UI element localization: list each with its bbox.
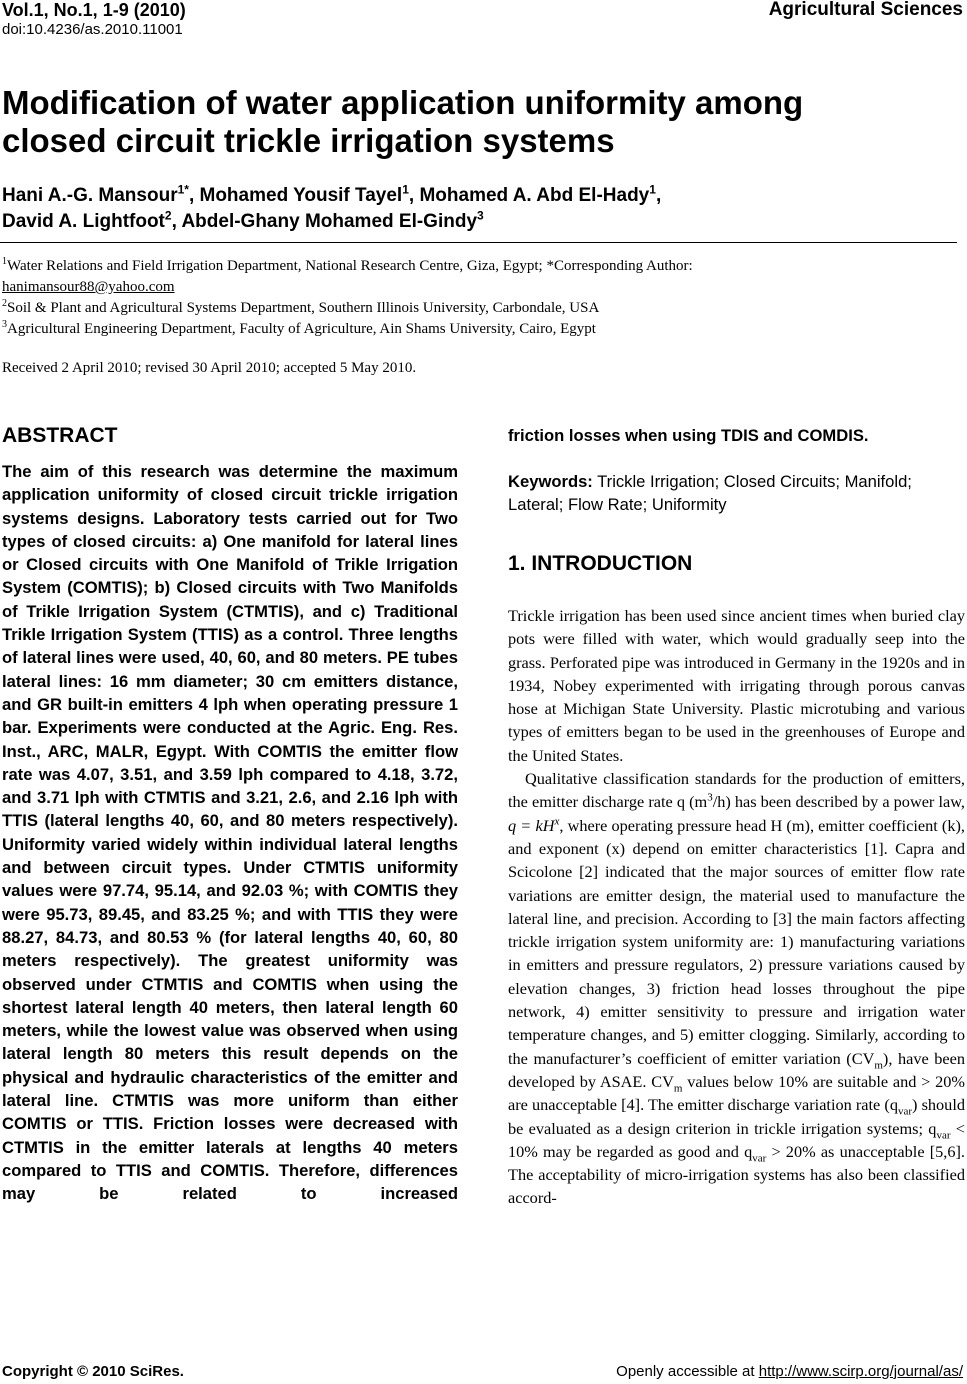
affiliation-2 [2, 298, 952, 319]
affiliation-2-text: Soil & Plant and Agricultural Systems Department, Southern Illinois University, Carbondale, USA [7, 300, 600, 316]
affiliation-1-number: 1 [2, 256, 7, 267]
paper-title [2, 84, 952, 160]
keywords-text: Trickle Irrigation; Closed Circuits; Manifold; Lateral; Flow Rate; Uniformity [508, 472, 912, 514]
power-law-equation: $q = kH^x$ [508, 815, 560, 835]
intro-paragraph-2: Qualitative classification standards for the production of emitters, the emitter discharge rate q $(m^3/h)$ has been described by a power law, $q = kH^x$, where operating pressure head H (m), emitter coefficient (k), and exponent (x) depend on emitter characteristics [1]. Capra and Scicolone [2] indicated that the major sources of emitter flow rate variations are emitter design, the material used to manufacture the lateral line, and precision. According to [3] the main factors affecting trickle irrigation system uniformity are: 1) manufacturing variations in emitters and pressure regulators, 2) pressure variations caused by elevation changes, 3) friction head losses throughout the pipe network, 4) emitter sensitivity to pressure and irrigation water temperature changes, and 5) emitter clogging. Similarly, according to the manufacturer’s coefficient of emitter variation $(CV_m)$, have been developed by ASAE. $CV_m$ values below 10% are suitable and > 20% are unacceptable [4]. The emitter discharge variation rate $(q_{var})$ should be evaluated as a design criterion in trickle irrigation systems; $q_{var} < 10\%$ may be regarded as good and $q_{var} > 20\%$ as unacceptable [5,6]. The acceptability of micro-irrigation systems has also been classified accord- [508, 769, 965, 1208]
author-3: Mohamed A. Abd El-Hady [419, 185, 650, 206]
affiliation-1-text: Water Relations and Field Irrigation Department, National Research Centre, Giza, Egypt; *Corresponding Author: [7, 258, 693, 274]
keywords [508, 470, 958, 516]
authors-line-1: Hani A.-G. Mansour$^{1*}$, Mohamed Yousif Tayel$^1$, Mohamed A. Abd El-Hady$^1$, [2, 182, 662, 206]
open-access-note [616, 1363, 963, 1381]
author-5-affil: 3 [477, 208, 484, 223]
introduction-heading: 1. INTRODUCTION [508, 552, 693, 575]
author-1-affil: 1* [177, 182, 189, 197]
title-line-1: Modification of water application uniformity among [2, 84, 804, 121]
intro-paragraph-1: Trickle irrigation has been used since ancient times when buried clay pots were filled with water, which would gradually seep into the grass. Perforated pipe was introduced in Germany in the 1920s and in 1934, Nobey experimented with irrigating through porous canvas hose at Michigan State University. Plastic microtubing and various types of emitters began to be used in the greenhouses of Europe and the United States. [508, 606, 965, 765]
affiliation-1 [2, 256, 952, 277]
open-access-label: Openly accessible at [616, 1363, 759, 1380]
author-list [2, 183, 952, 235]
affiliations [2, 256, 952, 340]
affiliation-2-number: 2 [2, 298, 7, 309]
author-2: Mohamed Yousif Tayel [199, 185, 403, 206]
author-3-affil: 1 [649, 182, 656, 197]
abstract-heading: ABSTRACT [2, 424, 118, 447]
corresponding-email-link[interactable]: hanimansour88@yahoo.com [2, 279, 175, 295]
author-1: Hani A.-G. Mansour [2, 185, 178, 206]
abstract-body: The aim of this research was determine the maximum application uniformity of closed circuit trickle irrigation systems designs. Laboratory tests carried out for Two types of closed circuits: a) One manifold for lateral lines or Closed circuits with One Manifold of Trikle Irrigation System (COMTIS); b) Closed circuits with Two Manifolds of Trikle Irrigation System (CTMTIS), and c) Traditional Trikle Irrigation System (TTIS) as a control. Three lengths of lateral lines were used, 40, 60, and 80 meters. PE tubes lateral lines: 16 mm diameter; 30 cm emitters distance, and GR built-in emitters 4 lph when operating pressure 1 bar. Experiments were conducted at the Agric. Eng. Res. Inst., ARC, MALR, Egypt. With COMTIS the emitter flow rate was 4.07, 3.51, and 3.59 lph compared to 4.18, 3.72, and 3.71 lph with CTMTIS and 3.21, 2.6, and 2.16 lph with TTIS (lateral lengths 40, 60, and 80 meters respectively). Uniformity varied widely within individual lateral lengths and between circuit types. Under CTMTIS uniformity values were 97.74, 95.14, and 92.03 %; with COMTIS they were 95.73, 89.45, and 83.25 %; and with TTIS they were 88.27, 84.73, and 80.53 % (for lateral lengths 40, 60, 80 meters respectively). The greatest uniformity was observed under CTMTIS and COMTIS when using the shortest lateral length 40 meters, then lateral length 60 meters, while the lowest value was observed when using lateral length 80 meters this result depends on the physical and hydraulic characteristics of the emitter and lateral line. CTMTIS was more uniform than either COMTIS or TTIS. Friction losses were decreased with CTMTIS in the emitter laterals at lengths 40 meters compared to TTIS and COMTIS. Therefore, differences may be related to increased [2, 462, 458, 1204]
authors-line-2: David A. Lightfoot$^2$, Abdel-Ghany Mohamed El-Gindy$^3$ [2, 208, 484, 232]
received-dates: Received 2 April 2010; revised 30 April 2010; accepted 5 May 2010. [2, 360, 417, 376]
author-4-affil: 2 [164, 208, 172, 223]
journal-url-link[interactable]: http://www.scirp.org/journal/as/ [758, 1363, 963, 1380]
volume-info: Vol.1, No.1, 1-9 (2010) [2, 0, 186, 20]
journal-name: Agricultural Sciences [768, 0, 963, 20]
author-2-affil: 1 [402, 182, 409, 197]
abstract-continuation: friction losses when using TDIS and COMDIS. [508, 426, 869, 445]
affiliation-3-text: Agricultural Engineering Department, Faculty of Agriculture, Ain Shams University, Cairo, Egypt [7, 321, 596, 337]
copyright: Copyright © 2010 SciRes. [2, 1363, 184, 1380]
doi: doi:10.4236/as.2010.11001 [2, 21, 183, 38]
affiliation-3-number: 3 [2, 319, 7, 330]
title-line-2: closed circuit trickle irrigation systems [2, 122, 615, 159]
author-5: Abdel-Ghany Mohamed El-Gindy [181, 211, 478, 232]
keywords-label: Keywords: [508, 472, 593, 491]
header-divider [0, 242, 957, 243]
author-4: David A. Lightfoot [2, 211, 165, 232]
affiliation-3 [2, 319, 952, 340]
introduction-body [508, 604, 965, 1210]
